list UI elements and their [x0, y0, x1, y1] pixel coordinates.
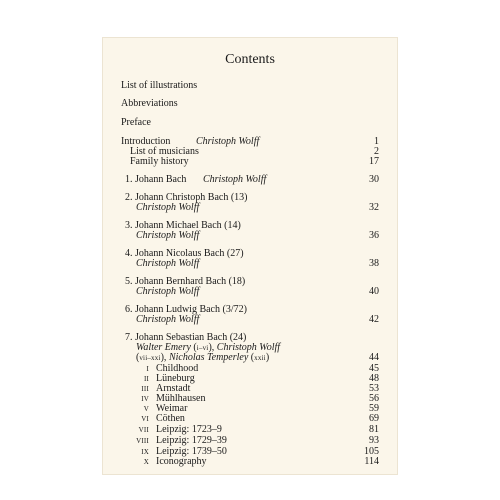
toc-page: 48	[369, 373, 379, 384]
toc-author: Christoph Wolff	[196, 136, 260, 147]
toc-label: 1. Johann Bach	[125, 174, 187, 185]
toc-section-numeral: III	[141, 385, 149, 393]
book-page	[103, 38, 397, 474]
toc-page: 114	[364, 456, 379, 467]
toc-label: Leipzig: 1729–39	[156, 435, 227, 446]
toc-page: 105	[364, 446, 379, 457]
toc-section-range: i–vi	[196, 344, 209, 352]
toc-punct: (	[190, 342, 197, 353]
toc-label: Leipzig: 1723–9	[156, 424, 222, 435]
toc-author: Christoph Wolff	[136, 258, 200, 269]
toc-label: Preface	[121, 117, 151, 128]
toc-author: Nicholas Temperley	[168, 352, 249, 363]
toc-section-numeral: II	[143, 375, 149, 383]
toc-page: 45	[369, 363, 379, 374]
toc-entry-chapter-2-author	[103, 202, 397, 214]
toc-author: Christoph Wolff	[136, 230, 200, 241]
toc-page: 36	[369, 230, 379, 241]
toc-punct: ),	[208, 342, 217, 353]
toc-page: 17	[369, 156, 379, 167]
toc-page: 44	[369, 352, 379, 363]
toc-entry-chapter-5-author	[103, 286, 397, 298]
toc-label: 2. Johann Christoph Bach (13)	[125, 192, 248, 203]
toc-section-numeral: VII	[138, 426, 149, 434]
toc-section-numeral: X	[143, 458, 149, 466]
toc-punct: )	[265, 352, 270, 363]
toc-page: 30	[369, 174, 379, 185]
toc-section-numeral: VIII	[136, 437, 149, 445]
toc-entry-chapter-6-author	[103, 314, 397, 326]
toc-section-numeral: IX	[141, 448, 149, 456]
toc-label: Family history	[130, 156, 189, 167]
toc-page: 2	[374, 146, 379, 157]
toc-label: Childhood	[156, 363, 199, 374]
toc-section-range: vii–xxi	[139, 354, 161, 362]
toc-page: 53	[369, 383, 379, 394]
toc-label: Introduction	[121, 136, 171, 147]
toc-entry-illustrations[interactable]	[103, 80, 397, 92]
toc-label: List of illustrations	[121, 80, 198, 91]
toc-author: Christoph Wolff	[136, 286, 200, 297]
toc-page: 59	[369, 403, 379, 414]
toc-label: Leipzig: 1739–50	[156, 446, 227, 457]
toc-author: Walter Emery	[136, 342, 191, 353]
toc-label: 4. Johann Nicolaus Bach (27)	[125, 248, 244, 259]
toc-entry-abbreviations[interactable]	[103, 98, 397, 110]
toc-page: 56	[369, 393, 379, 404]
toc-page: 81	[369, 424, 379, 435]
toc-page: 32	[369, 202, 379, 213]
toc-label: List of musicians	[130, 146, 199, 157]
toc-entry-chapter-1[interactable]	[103, 174, 397, 186]
toc-label: Mühlhausen	[156, 393, 206, 404]
toc-author: Christoph Wolff	[203, 174, 267, 185]
toc-label: Iconography	[156, 456, 207, 467]
toc-label: Lüneburg	[156, 373, 195, 384]
toc-punct: (	[136, 352, 140, 363]
toc-page: 93	[369, 435, 379, 446]
toc-label: Arnstadt	[156, 383, 191, 394]
toc-label: 7. Johann Sebastian Bach (24)	[125, 332, 247, 343]
contents-heading: Contents	[225, 52, 275, 67]
toc-section-X[interactable]	[103, 456, 397, 468]
toc-section-numeral: V	[143, 405, 149, 413]
toc-author: Christoph Wolff	[136, 202, 200, 213]
toc-punct: (	[248, 352, 255, 363]
toc-page: 42	[369, 314, 379, 325]
toc-entry-chapter-4-author	[103, 258, 397, 270]
toc-label: Abbreviations	[121, 98, 178, 109]
toc-page: 40	[369, 286, 379, 297]
toc-section-numeral: I	[146, 365, 149, 373]
toc-page: 1	[374, 136, 379, 147]
toc-label: Weimar	[156, 403, 188, 414]
toc-section-numeral: IV	[141, 395, 149, 403]
toc-label: 3. Johann Michael Bach (14)	[125, 220, 241, 231]
toc-author: Christoph Wolff	[136, 314, 200, 325]
toc-entry-family-history[interactable]	[103, 156, 397, 168]
toc-author: Christoph Wolff	[216, 342, 281, 353]
toc-label: Cöthen	[156, 413, 185, 424]
toc-punct: ),	[160, 352, 169, 363]
toc-page: 38	[369, 258, 379, 269]
toc-label: 5. Johann Bernhard Bach (18)	[125, 276, 246, 287]
toc-entry-chapter-3-author	[103, 230, 397, 242]
toc-entry-preface[interactable]	[103, 117, 397, 129]
toc-section-numeral: VI	[141, 415, 149, 423]
toc-page: 69	[369, 413, 379, 424]
toc-section-range: xxii	[254, 354, 266, 362]
toc-label: 6. Johann Ludwig Bach (3/72)	[125, 304, 247, 315]
